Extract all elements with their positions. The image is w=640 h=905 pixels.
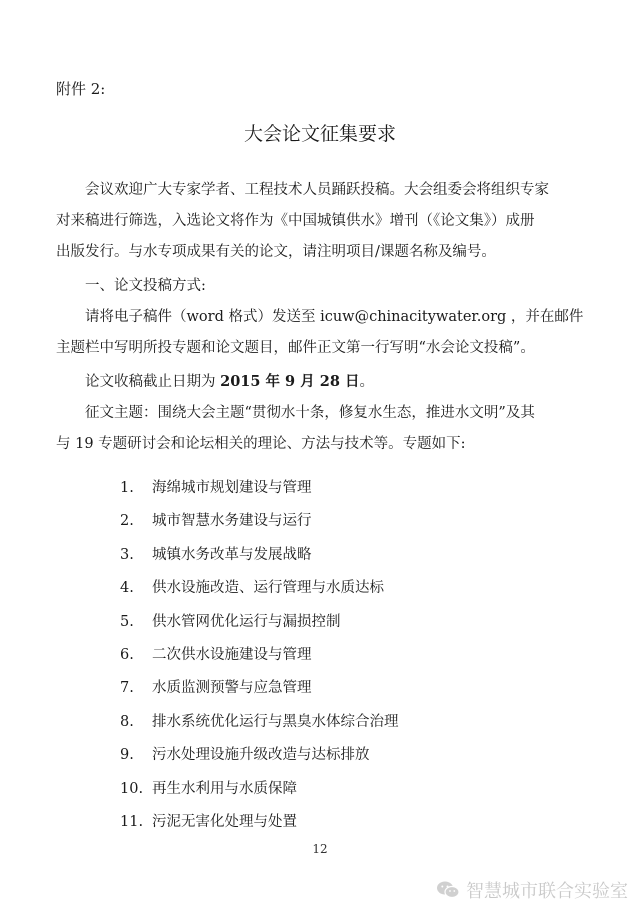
watermark xyxy=(436,877,628,903)
list-item xyxy=(120,472,399,505)
topic-number: 2. xyxy=(120,513,134,530)
topic-number: 7. xyxy=(120,680,134,697)
topic-number: 9. xyxy=(120,747,134,764)
attachment-label: 附件 2: xyxy=(56,80,106,98)
deadline-date: 2015 年 9 月 28 日 xyxy=(220,373,360,390)
deadline-paragraph xyxy=(56,366,586,398)
topic-number: 8. xyxy=(120,713,134,730)
section-heading xyxy=(56,271,586,302)
topic-text: 海绵城市规划建设与管理 xyxy=(152,480,312,496)
submission-paragraph xyxy=(56,302,586,364)
list-item xyxy=(120,572,399,605)
topic-text: 再生水利用与水质保障 xyxy=(152,780,297,797)
topic-text: 城镇水务改革与发展战略 xyxy=(152,546,312,563)
theme-paragraph xyxy=(56,398,586,460)
topic-number: 11. xyxy=(120,813,144,830)
topic-number: 6. xyxy=(120,646,134,663)
topic-number: 5. xyxy=(120,613,134,630)
list-item xyxy=(120,706,399,739)
topic-text: 二次供水设施建设与管理 xyxy=(152,646,312,663)
topic-text: 城市智慧水务建设与运行 xyxy=(152,513,312,530)
topic-text: 污水处理设施升级改造与达标排放 xyxy=(152,747,370,764)
list-item xyxy=(120,505,399,538)
submission-line: 请将电子稿件（word 格式）发送至 icuw@chinacitywater.org ，并在邮件 xyxy=(85,309,584,325)
intro-line: 会议欢迎广大专家学者、工程技术人员踊跃投稿。大会组委会将组织专家 xyxy=(85,182,549,198)
topic-list xyxy=(120,472,399,839)
page-title: 大会论文征集要求 xyxy=(243,123,396,145)
intro-line: 对来稿进行筛选，入选论文将作为《中国城镇供水》增刊（《论文集》）成册 xyxy=(56,213,535,229)
topic-text: 排水系统优化运行与黑臭水体综合治理 xyxy=(152,713,399,730)
topic-number: 10. xyxy=(120,780,144,797)
intro-paragraph xyxy=(56,175,586,268)
deadline-suffix: 。 xyxy=(359,374,374,390)
topic-text: 供水设施改造、运行管理与水质达标 xyxy=(152,580,384,597)
deadline-line xyxy=(56,366,586,398)
list-item xyxy=(120,539,399,572)
topic-number: 4. xyxy=(120,580,134,597)
section1-heading: 一、论文投稿方式: xyxy=(85,278,206,294)
topic-number: 3. xyxy=(120,546,134,563)
topic-text: 水质监测预警与应急管理 xyxy=(152,680,312,697)
submission-line: 主题栏中写明所投专题和论文题目，邮件正文第一行写明“水会论文投稿”。 xyxy=(56,340,535,356)
page-number: 12 xyxy=(312,842,328,856)
list-item xyxy=(120,739,399,772)
topic-text: 供水管网优化运行与漏损控制 xyxy=(152,613,341,630)
list-item xyxy=(120,639,399,672)
list-item xyxy=(120,606,399,639)
topic-number: 1. xyxy=(120,480,134,496)
theme-line: 与 19 专题研讨会和论坛相关的理论、方法与技术等。专题如下: xyxy=(56,436,466,452)
topic-text: 污泥无害化处理与处置 xyxy=(152,813,297,830)
theme-line: 征文主题：围绕大会主题“贯彻水十条，修复水生态，推进水文明”及其 xyxy=(85,405,535,421)
list-item xyxy=(120,806,399,839)
intro-line: 出版发行。与水专项成果有关的论文，请注明项目/课题名称及编号。 xyxy=(56,244,496,260)
list-item xyxy=(120,672,399,705)
list-item xyxy=(120,773,399,806)
wechat-icon xyxy=(436,880,460,900)
deadline-prefix: 论文收稿截止日期为 xyxy=(85,374,221,390)
watermark-text: 智慧城市联合实验室 xyxy=(466,881,628,902)
